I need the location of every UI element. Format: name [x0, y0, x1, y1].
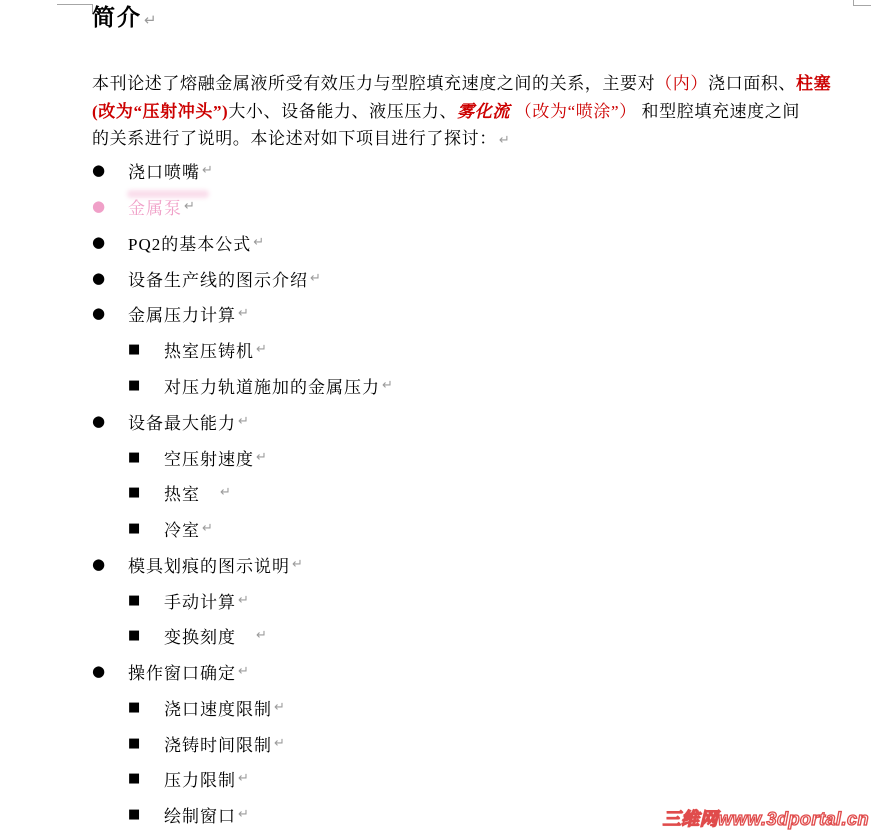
- list-item-label: 压力限制: [164, 771, 236, 791]
- paragraph-mark-icon: ↵: [382, 377, 393, 393]
- paragraph-mark-icon: ↵: [184, 199, 195, 215]
- paragraph-mark-icon: ↵: [256, 628, 267, 644]
- paragraph-mark-icon: ↵: [238, 807, 249, 823]
- list-item: [0, 332, 871, 368]
- list-item-label: 空压射速度: [164, 449, 254, 469]
- text-segment: 的关系进行了说明。本论述对如下项目进行了探讨：: [92, 129, 497, 148]
- paragraph-mark-icon: ↵: [256, 449, 267, 465]
- square-bullet-icon: ■: [128, 735, 141, 751]
- paragraph-mark-icon: ↵: [498, 133, 510, 148]
- list-item: [0, 546, 871, 582]
- list-item-label: 设备生产线的图示介绍: [128, 270, 308, 290]
- list-item: [0, 689, 871, 725]
- paragraph-mark-icon: ↵: [274, 699, 285, 715]
- list-item: [0, 153, 871, 189]
- watermark-text: 三维网www.3dportal.cn: [662, 809, 869, 829]
- text-segment: (改为“压射冲头”): [92, 101, 229, 121]
- square-bullet-icon: ■: [128, 377, 141, 393]
- list-item: [0, 439, 871, 475]
- list-item: [0, 511, 871, 547]
- text-segment: （改为“喷涂”）: [509, 101, 642, 121]
- square-bullet-icon: ■: [128, 485, 141, 501]
- paragraph-mark-icon: ↵: [256, 342, 267, 358]
- list-item-label: 操作窗口确定: [128, 664, 236, 684]
- list-item-label: 模具划痕的图示说明: [128, 556, 290, 576]
- list-item-label: 设备最大能力: [128, 413, 236, 433]
- circle-bullet-icon: ●: [92, 197, 106, 216]
- paragraph-line: [92, 98, 862, 126]
- paragraph-mark-icon: ↵: [202, 521, 213, 537]
- paragraph-mark-icon: ↵: [238, 592, 249, 608]
- text-segment: 大小、设备能力、液压压力、: [228, 101, 458, 121]
- square-bullet-icon: ■: [128, 592, 141, 608]
- list-item: [0, 654, 871, 690]
- list-item-label: 浇口速度限制: [164, 699, 272, 719]
- paragraph-mark-icon: ↵: [238, 306, 249, 322]
- circle-bullet-icon: ●: [92, 161, 106, 180]
- square-bullet-icon: ■: [128, 628, 141, 644]
- list-item-label: 冷室: [164, 521, 200, 541]
- page-title-text: 简介: [92, 4, 142, 30]
- paragraph-mark-icon: ↵: [310, 270, 321, 286]
- square-bullet-icon: ■: [128, 521, 141, 537]
- list-item-label: 浇口喷嘴: [128, 163, 200, 183]
- square-bullet-icon: ■: [128, 771, 141, 787]
- paragraph-mark-icon: ↵: [274, 735, 285, 751]
- paragraph-mark-icon: ↵: [144, 11, 157, 29]
- list-item: [0, 725, 871, 761]
- paragraph-line: [92, 70, 862, 98]
- list-item: [0, 189, 871, 225]
- paragraph-mark-icon: ↵: [253, 234, 265, 250]
- list-item: [0, 296, 871, 332]
- list-item: [0, 475, 871, 511]
- text-segment: 本刊论述了熔融金属液所受有效压力与型腔填充速度之间的关系，主要对: [92, 74, 656, 93]
- paragraph-mark-icon: ↵: [238, 771, 249, 787]
- list-item-label: 热室压铸机: [164, 342, 254, 362]
- list-item: [0, 368, 871, 404]
- paragraph-mark-icon: ↵: [238, 664, 249, 680]
- paragraph-mark-icon: ↵: [202, 163, 213, 179]
- circle-bullet-icon: ●: [92, 304, 106, 323]
- list-item: [0, 761, 871, 797]
- text-segment: （内）: [655, 74, 709, 93]
- circle-bullet-icon: ●: [92, 662, 106, 681]
- list-item-label: 浇铸时间限制: [164, 735, 272, 755]
- list-item-label: 金属泵: [128, 199, 182, 219]
- intro-paragraph: [92, 70, 862, 155]
- list-item-label: PQ2的基本公式: [128, 234, 252, 254]
- list-item: [0, 403, 871, 439]
- square-bullet-icon: ■: [128, 342, 141, 358]
- list-item-label: 对压力轨道施加的金属压力: [164, 377, 380, 397]
- paragraph-mark-icon: ↵: [220, 485, 231, 501]
- margin-crop-mark-left-icon: [57, 4, 93, 14]
- list-item: [0, 618, 871, 654]
- text-segment: 和型腔填充速度之间: [641, 101, 800, 121]
- list-item: [0, 225, 871, 261]
- text-segment: 雾化流: [457, 101, 510, 121]
- list-item: [0, 582, 871, 618]
- circle-bullet-icon: ●: [92, 268, 106, 287]
- square-bullet-icon: ■: [128, 807, 141, 823]
- circle-bullet-icon: ●: [92, 554, 106, 573]
- text-segment: 浇口面积、: [708, 74, 797, 93]
- topic-outline-list: [0, 153, 871, 833]
- square-bullet-icon: ■: [128, 449, 141, 465]
- paragraph-line: [92, 125, 862, 155]
- paragraph-mark-icon: ↵: [238, 413, 249, 429]
- list-item-label: 绘制窗口: [164, 807, 236, 827]
- square-bullet-icon: ■: [128, 699, 141, 715]
- list-item-label: 变换刻度: [164, 628, 236, 648]
- paragraph-mark-icon: ↵: [292, 556, 303, 572]
- text-segment: 柱塞: [796, 74, 832, 93]
- list-item-label: 手动计算: [164, 592, 236, 612]
- margin-crop-mark-right-icon: [853, 0, 871, 6]
- list-item-label: 金属压力计算: [128, 306, 236, 326]
- list-item: [0, 260, 871, 296]
- circle-bullet-icon: ●: [92, 232, 106, 251]
- list-item-label: 热室: [164, 485, 200, 505]
- page-title: [92, 2, 157, 35]
- circle-bullet-icon: ●: [92, 411, 106, 430]
